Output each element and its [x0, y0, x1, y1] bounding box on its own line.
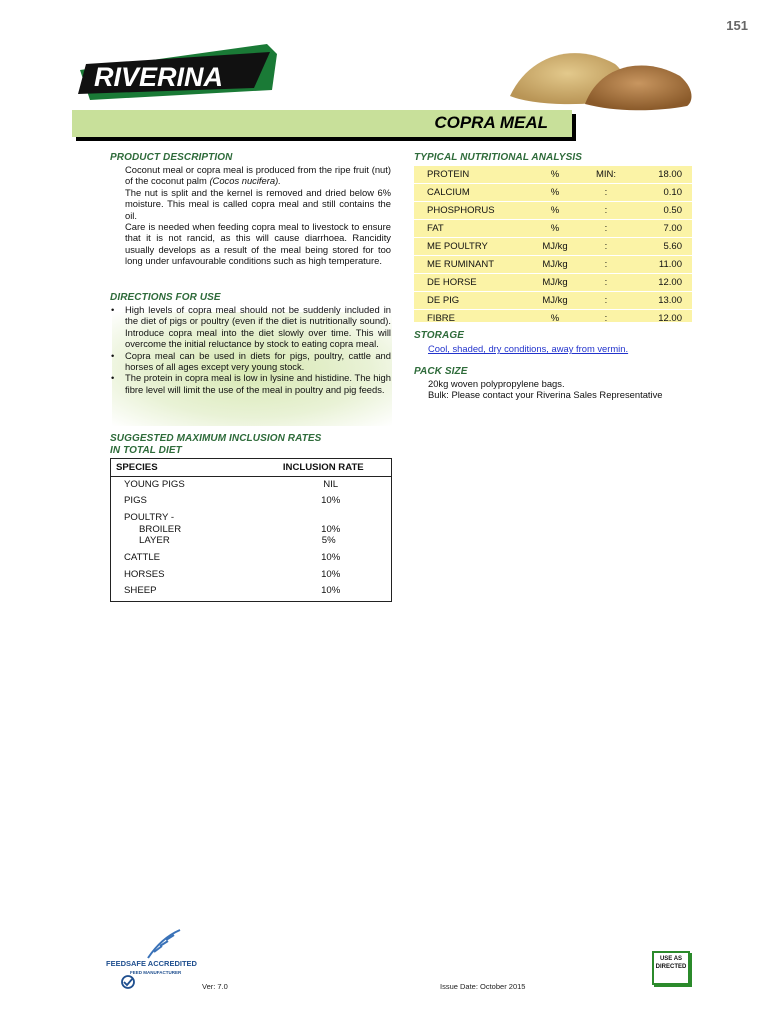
- table-row: HORSES 10%: [124, 569, 341, 580]
- description-para-1: Coconut meal or copra meal is produced from the ripe fruit (nut) of the coconut palm (Cocos nucifera).: [125, 164, 391, 187]
- brand-name: RIVERINA: [94, 62, 224, 92]
- table-row: POULTRY -: [124, 512, 175, 523]
- table-row: DE HORSE MJ/kg : 12.00: [414, 274, 692, 292]
- table-row: CATTLE 10%: [124, 552, 341, 563]
- copra-meal-image: [505, 34, 695, 114]
- latin-name: (Cocos nucifera).: [209, 175, 281, 187]
- storage-text: Cool, shaded, dry conditions, away from vermin.: [428, 343, 629, 354]
- table-row: YOUNG PIGS NIL: [124, 479, 339, 490]
- table-row: CALCIUM % : 0.10: [414, 184, 692, 202]
- product-description-body: [125, 164, 391, 267]
- table-row: BROILER 10%: [139, 523, 341, 535]
- table-row: ME RUMINANT MJ/kg : 11.00: [414, 256, 692, 274]
- use-as-directed-badge: USE AS DIRECTED: [652, 951, 690, 985]
- directions-list: [109, 304, 391, 395]
- svg-text:FEED MANUFACTURER: FEED MANUFACTURER: [130, 970, 182, 975]
- svg-text:FEEDSAFE ACCREDITED: FEEDSAFE ACCREDITED: [106, 959, 197, 968]
- table-row: FIBRE % : 12.00: [427, 313, 682, 324]
- inclusion-table-header: [111, 459, 391, 477]
- rate-column-header: INCLUSION RATE: [282, 462, 364, 473]
- table-row: PHOSPHORUS % : 0.50: [414, 202, 692, 220]
- version-text: Ver: 7.0: [202, 982, 228, 991]
- directions-item: • High levels of copra meal should not be suddenly included in the diet of pigs or poultry (even if the diet is nutritionally sound). Introduce copra meal into the diet slowly over time. This will overcome the initial reluctance by stock to eating copra meal.: [109, 304, 391, 350]
- feedsafe-logo: [104, 928, 197, 990]
- pack-size-line: Bulk: Please contact your Riverina Sales Representative: [428, 389, 663, 401]
- nutrition-heading: TYPICAL NUTRITIONAL ANALYSIS: [414, 152, 582, 163]
- pack-size-body: [428, 378, 728, 401]
- title-band: [72, 110, 572, 137]
- table-row: PIGS 10%: [124, 495, 341, 506]
- species-column-header: SPECIES: [116, 462, 158, 473]
- description-para-3: Care is needed when feeding copra meal to livestock to ensure that it is not rancid, as this will cause diarrhoea. Rancidity usually develops as a result of the meal being stored for too long under unfavourable conditions such as high temperature.: [125, 221, 391, 267]
- table-row: LAYER 5%: [139, 535, 336, 546]
- table-row: ME POULTRY MJ/kg : 5.60: [414, 238, 692, 256]
- table-row: PROTEIN % MIN: 18.00: [414, 166, 692, 184]
- riverina-logo: [72, 44, 277, 100]
- pack-size-line: 20kg woven polypropylene bags.: [428, 378, 565, 389]
- page-title: COPRA MEAL: [434, 113, 548, 132]
- directions-item: • Copra meal can be used in diets for pigs, poultry, cattle and horses of all ages except very young stock.: [109, 350, 391, 373]
- description-para-2: The nut is split and the kernel is removed and dried below 6% moisture. This meal is called copra meal and still contains the oil.: [125, 186, 391, 221]
- issue-date-text: Issue Date: October 2015: [440, 982, 526, 991]
- inclusion-heading: SUGGESTED MAXIMUM INCLUSION RATES IN TOTAL DIET: [110, 433, 322, 456]
- table-row: SHEEP 10%: [124, 585, 341, 596]
- pack-size-heading: PACK SIZE: [414, 366, 468, 377]
- product-description-heading: PRODUCT DESCRIPTION: [110, 152, 233, 163]
- directions-item: • The protein in copra meal is low in lysine and histidine. The high fibre level will limit the use of the meal in poultry and pig feeds.: [109, 372, 391, 395]
- directions-heading: DIRECTIONS FOR USE: [110, 292, 221, 303]
- storage-heading: STORAGE: [414, 330, 464, 341]
- nutrition-table: [414, 166, 692, 322]
- inclusion-table: [110, 458, 392, 602]
- page-number: 151: [726, 18, 748, 33]
- table-row: FAT % : 7.00: [414, 220, 692, 238]
- table-row: DE PIG MJ/kg : 13.00: [414, 292, 692, 310]
